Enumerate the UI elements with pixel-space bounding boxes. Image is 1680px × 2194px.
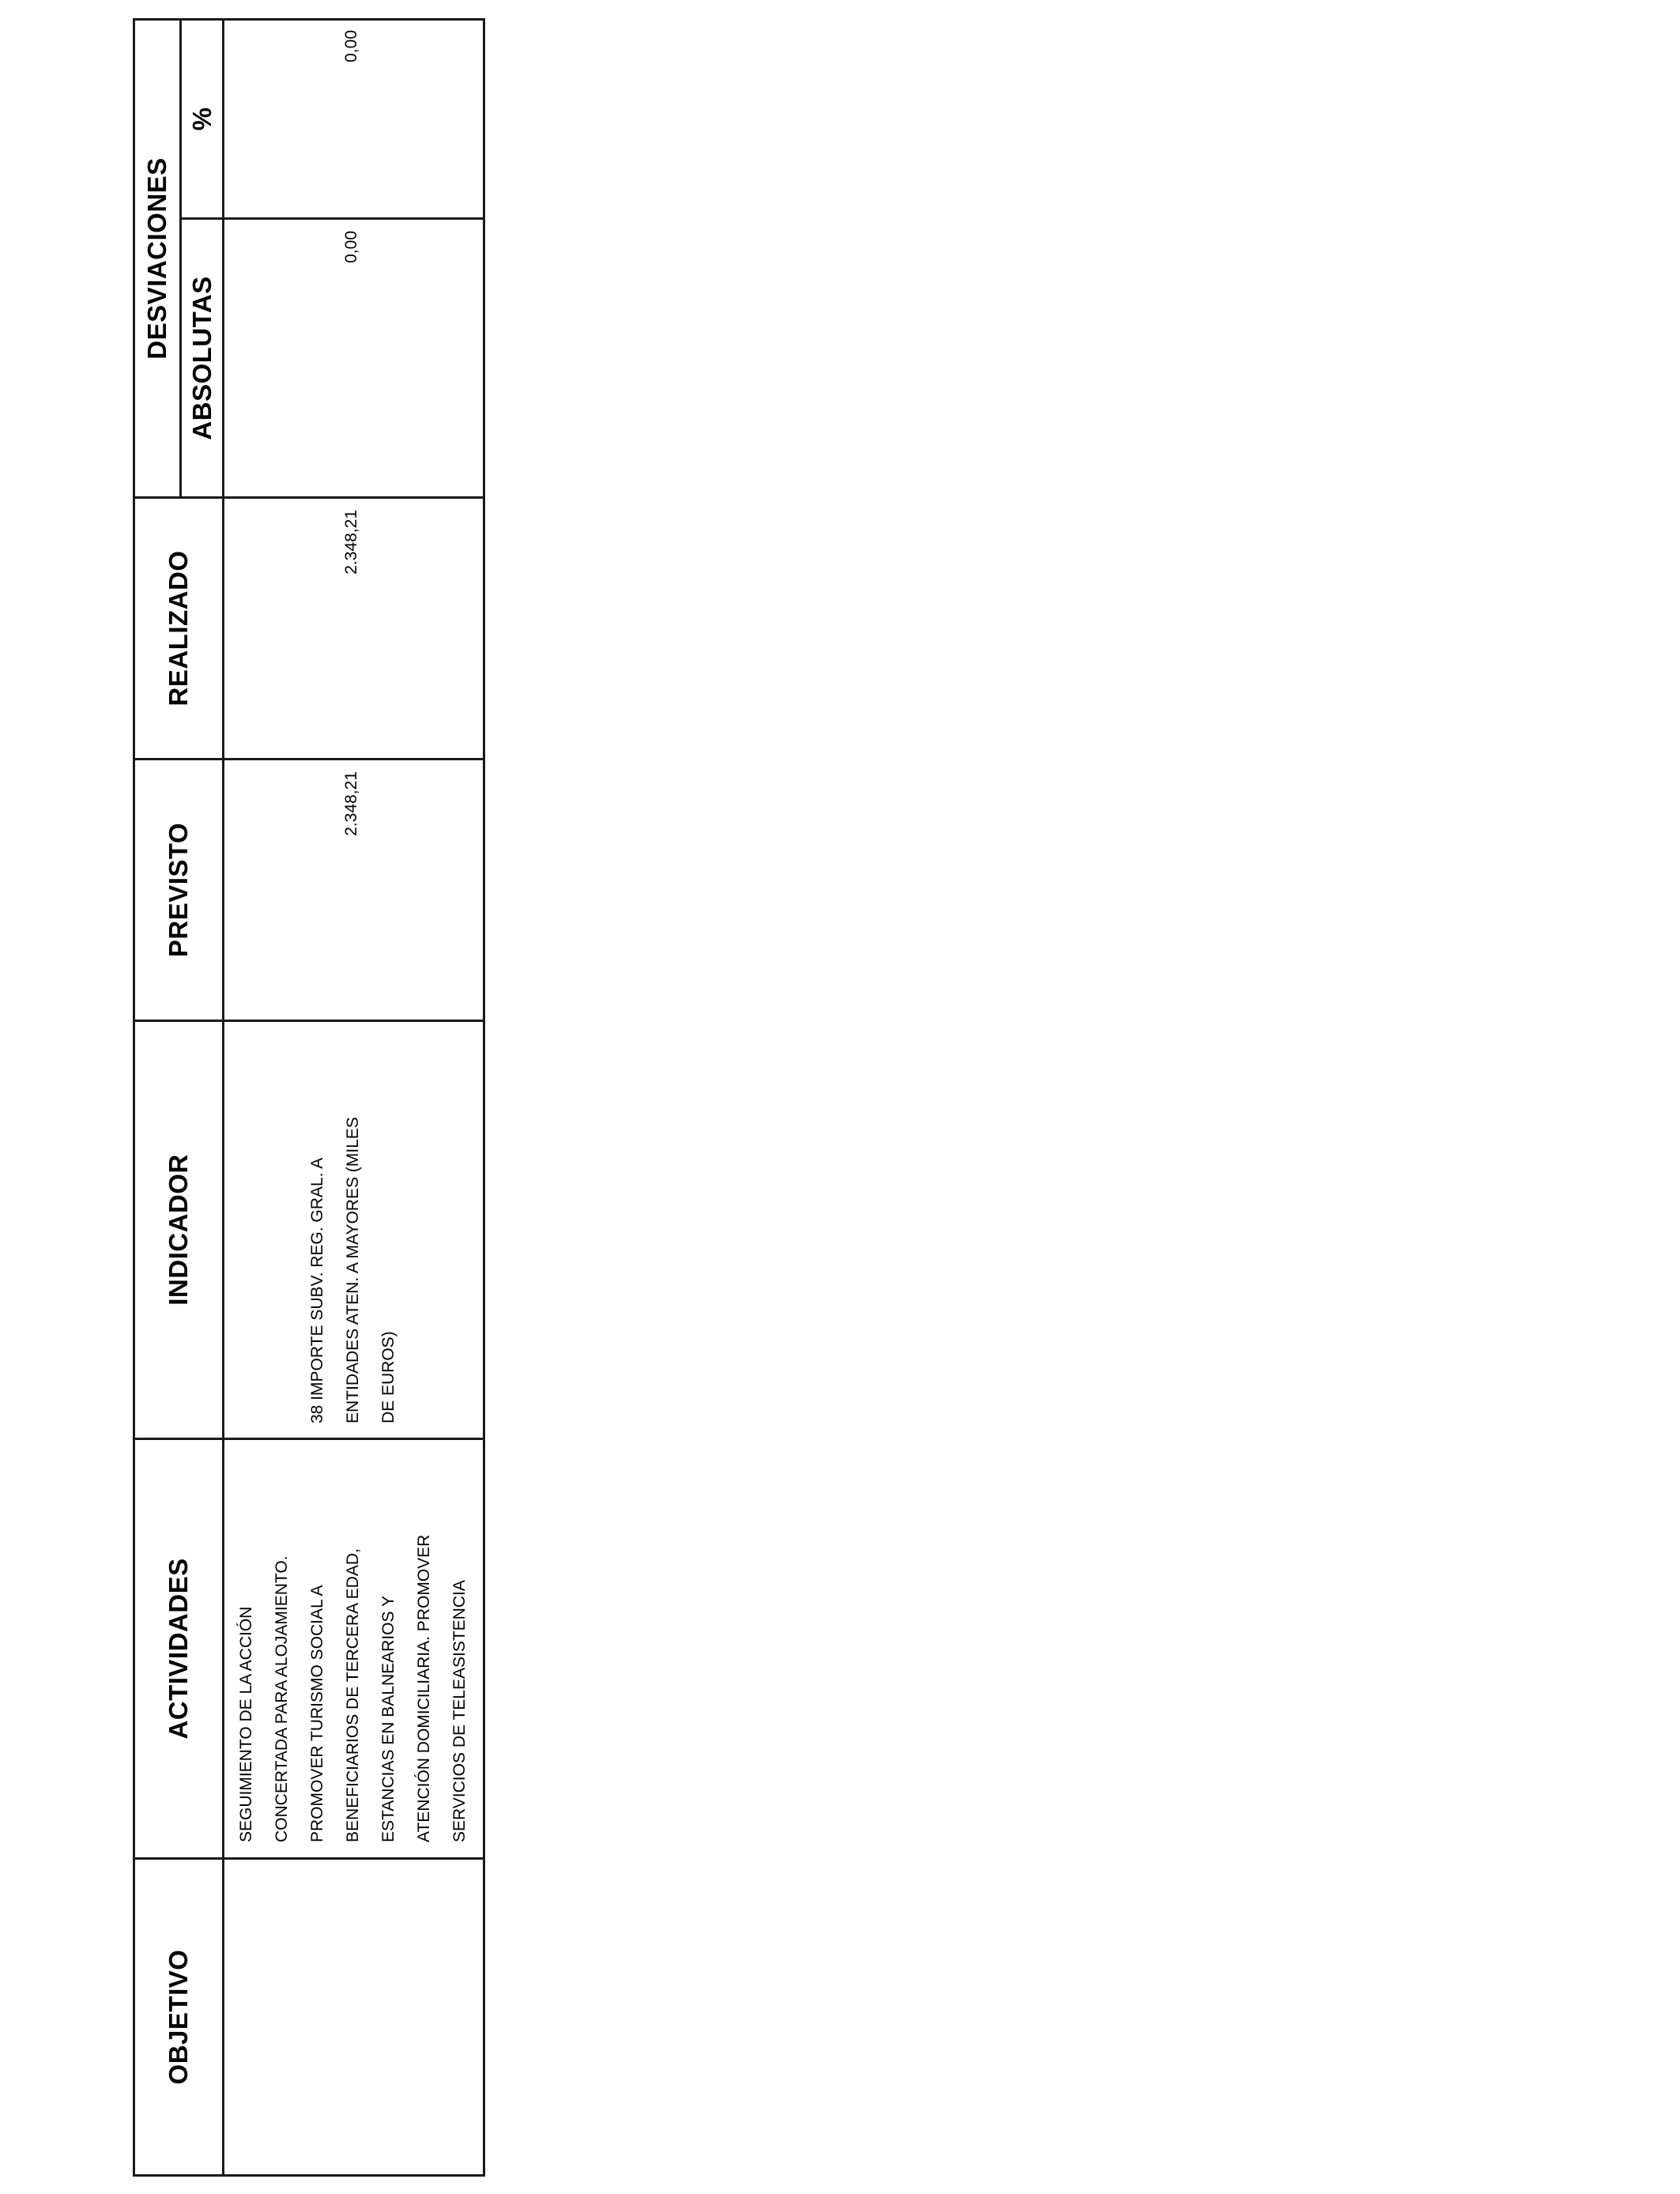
header-previsto: PREVISTO: [164, 822, 193, 958]
header-realizado: REALIZADO: [164, 550, 193, 707]
cell-absolutas: 0,00: [342, 231, 360, 263]
cell-indicador: 38 IMPORTE SUBV. REG. GRAL. A ENTIDADES ATEN. A MAYORES (MILES DE EUROS): [308, 1117, 397, 1423]
cell-previsto: 2.348,21: [342, 771, 360, 836]
header-absolutas: ABSOLUTAS: [186, 276, 217, 440]
header-divider: [222, 21, 224, 2174]
header-porcentaje: %: [186, 107, 217, 131]
column-divider: [179, 217, 483, 220]
cell-actividades: SEGUIMIENTO DE LA ACCIÓN CONCERTADA PARA ALOJAMIENTO. PROMOVER TURISMO SOCIAL A BENEFICIARIOS DE TERCERA EDAD, ESTANCIAS EN BALNEARIOS Y ATENCIÓN DOMICILIARIA. PROMOVER SERVICIOS DE TELEASISTENCIA: [237, 1534, 469, 1842]
header-indicador: INDICADOR: [164, 1154, 193, 1306]
cell-realizado: 2.348,21: [342, 510, 360, 575]
header-objetivo: OBJETIVO: [164, 1949, 193, 2085]
header-actividades: ACTIVIDADES: [164, 1558, 193, 1740]
cell-porcentaje: 0,00: [342, 30, 360, 62]
header-desviaciones: DESVIACIONES: [142, 157, 171, 360]
objectives-table: [133, 18, 485, 2177]
